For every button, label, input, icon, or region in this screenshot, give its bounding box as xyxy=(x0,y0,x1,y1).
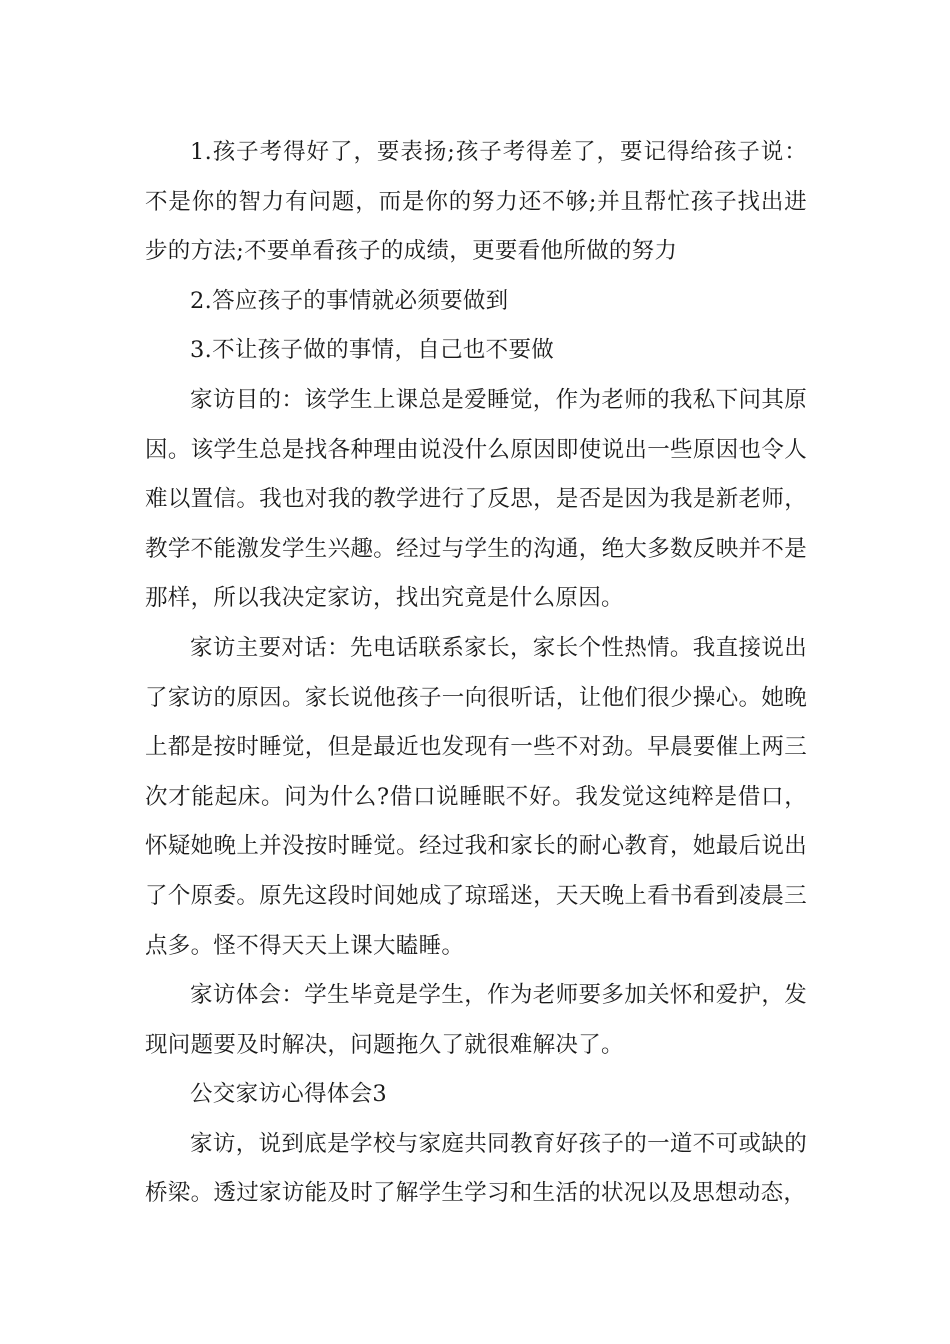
paragraph-visit-reflection: 家访体会：学生毕竟是学生，作为老师要多加关怀和爱护，发现问题要及时解决，问题拖久了就很难解决了。 xyxy=(145,982,807,1058)
section-heading: 公交家访心得体会3 xyxy=(190,1081,388,1108)
document-body xyxy=(145,128,807,1219)
paragraph-visit-dialogue: 家访主要对话：先电话联系家长，家长个性热情。我直接说出了家访的原因。家长说他孩子一向很听话，让他们很少操心。她晚上都是按时睡觉，但是最近也发现有一些不对劲。早晨要催上两三次才能起床。问为什么?借口说睡眠不好。我发觉这纯粹是借口，怀疑她晚上并没按时睡觉。经过我和家长的耐心教育，她最后说出了个原委。原先这段时间她成了琼瑶迷，天天晚上看书看到凌晨三点多。怪不得天天上课大瞌睡。 xyxy=(145,634,807,959)
paragraph-parenting-tips-2: 2.答应孩子的事情就必须要做到 xyxy=(190,287,509,314)
paragraph-home-visit-intro: 家访，说到底是学校与家庭共同教育好孩子的一道不可或缺的桥梁。透过家访能及时了解学生学习和生活的状况以及思想动态， xyxy=(145,1130,807,1207)
paragraph-parenting-tips-1: 1.孩子考得好了，要表扬;孩子考得差了，要记得给孩子说：不是你的智力有问题，而是你的努力还不够;并且帮忙孩子找出进步的方法;不要单看孩子的成绩，更要看他所做的努力 xyxy=(145,139,807,265)
paragraph-visit-purpose: 家访目的：该学生上课总是爱睡觉，作为老师的我私下问其原因。该学生总是找各种理由说没什么原因即使说出一些原因也令人难以置信。我也对我的教学进行了反思，是否是因为我是新老师，教学不能激发学生兴趣。经过与学生的沟通，绝大多数反映并不是那样，所以我决定家访，找出究竟是什么原因。 xyxy=(145,386,807,612)
paragraph-parenting-tips-3: 3.不让孩子做的事情，自己也不要做 xyxy=(190,337,555,364)
